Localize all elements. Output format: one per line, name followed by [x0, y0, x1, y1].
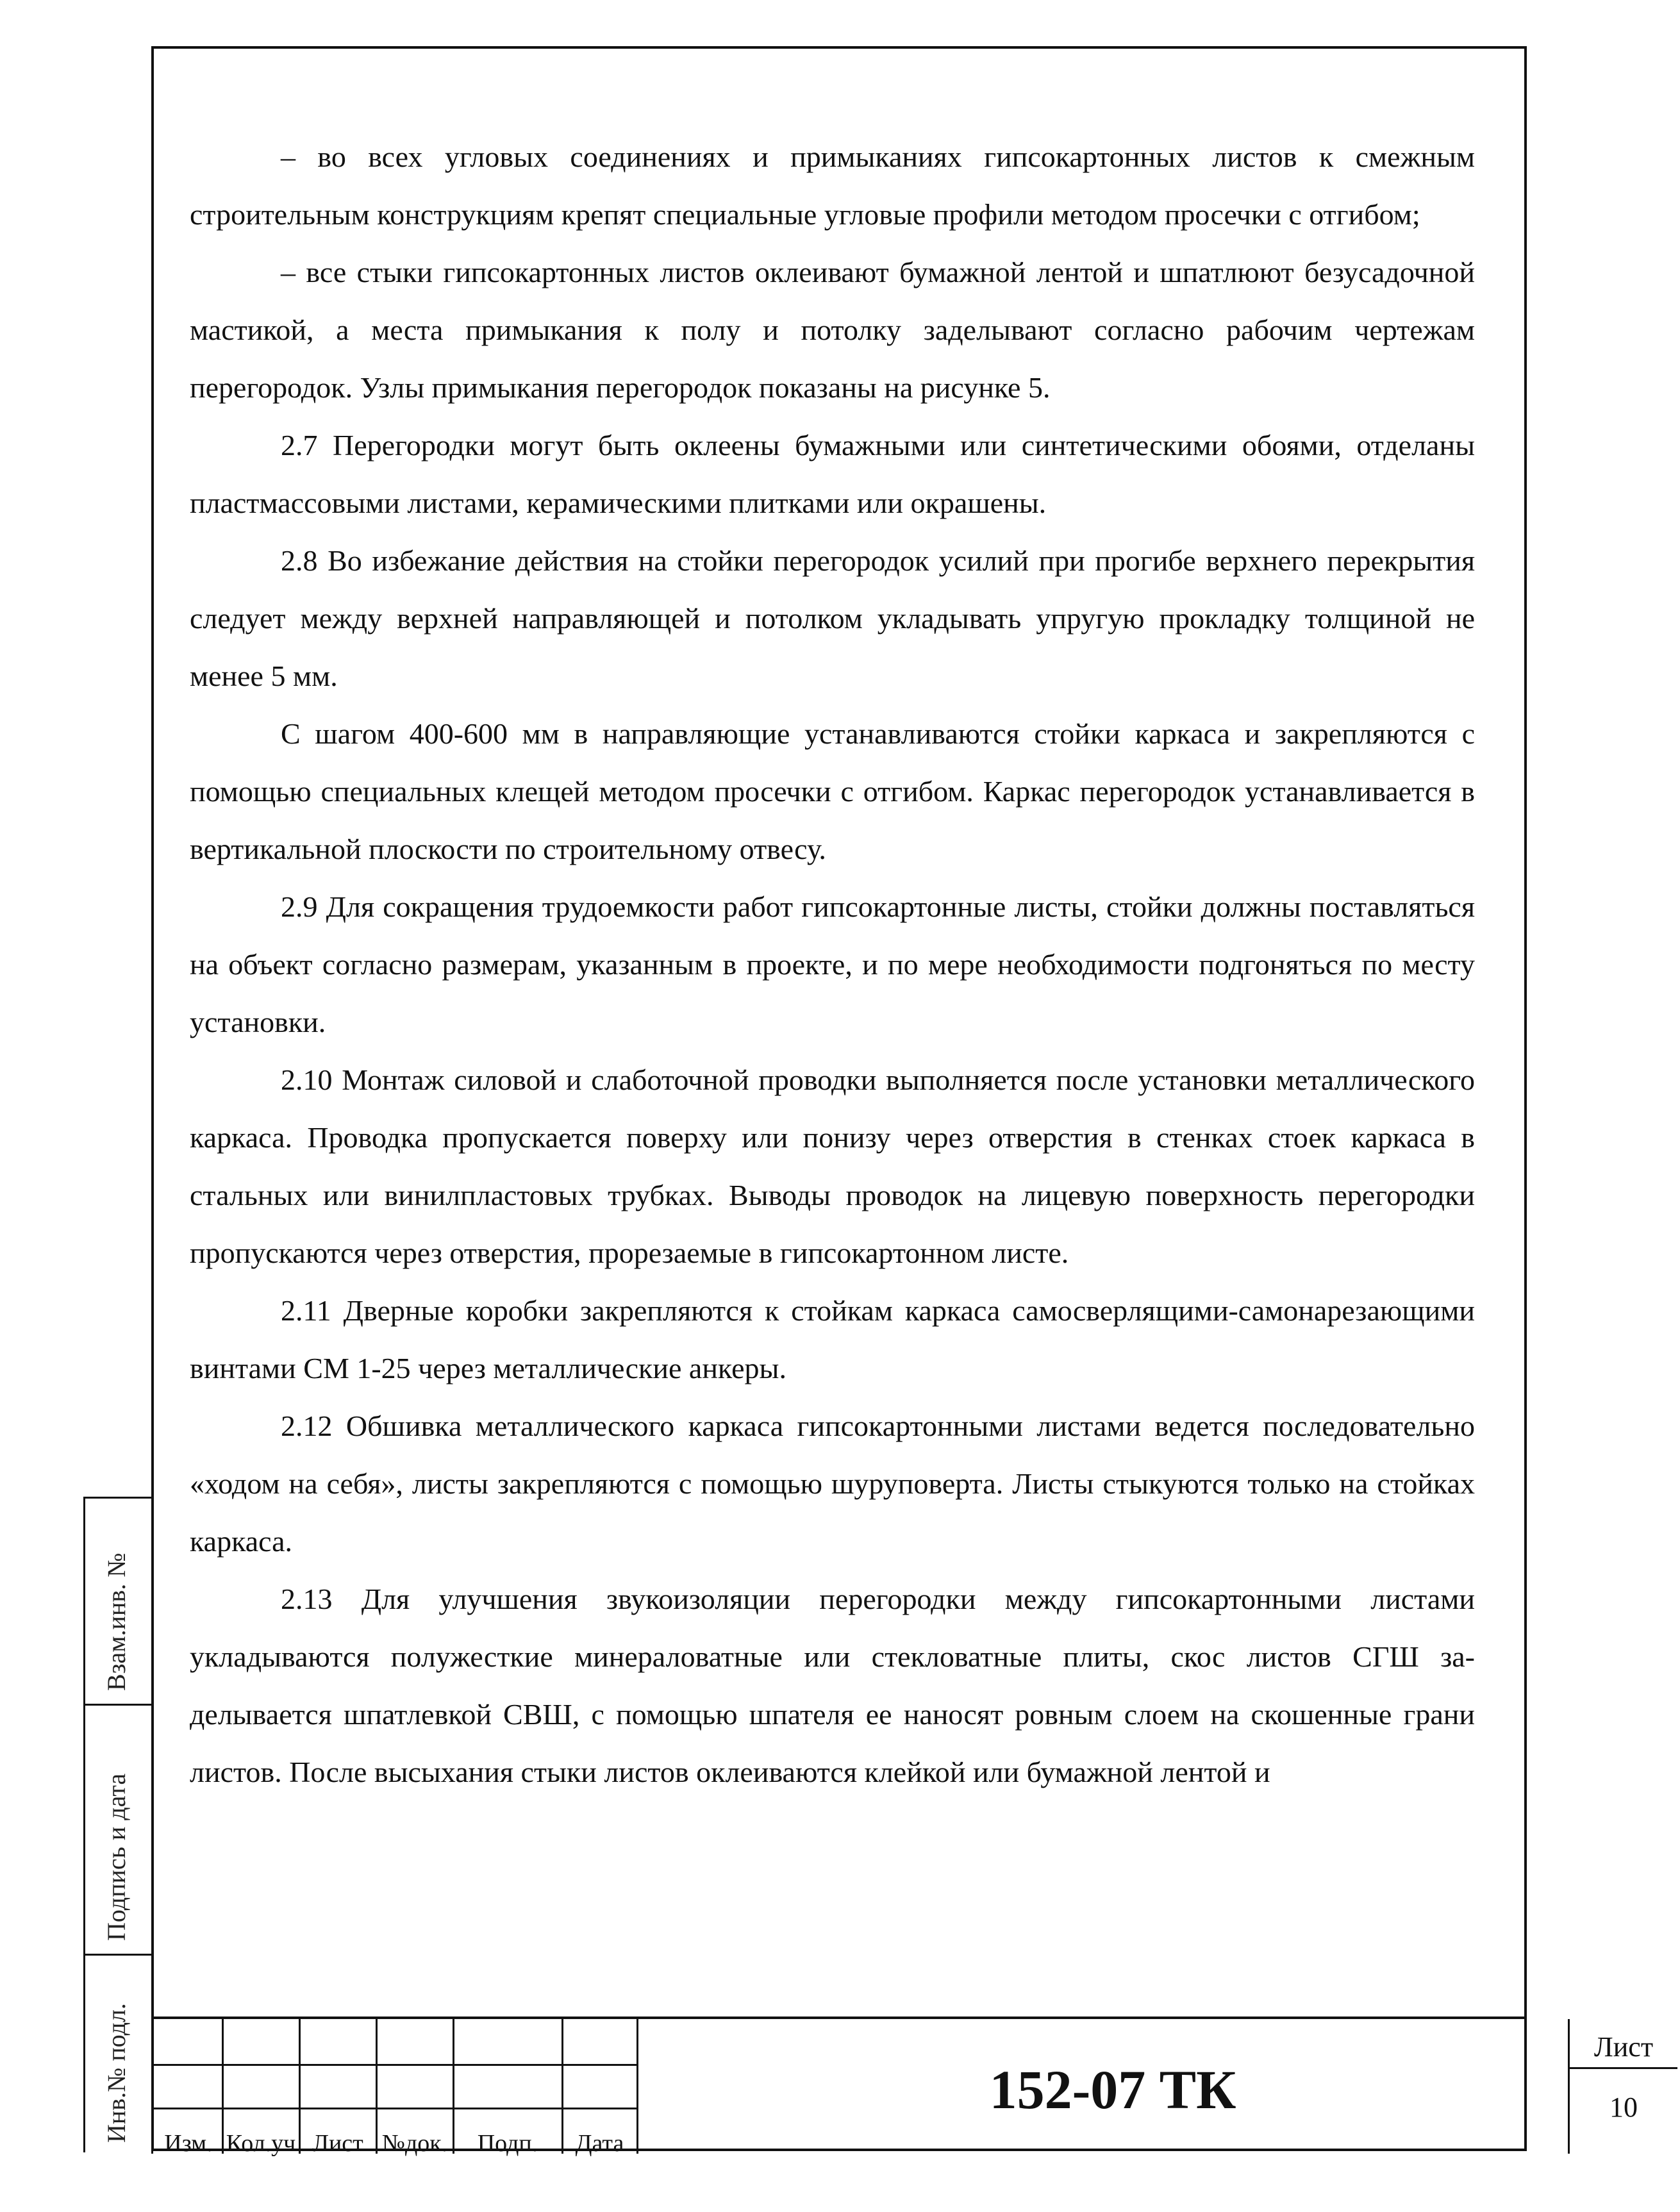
paragraph-dash-1: – во всех угловых соединениях и примыканиях гипсокартонных листов к смежным строительным конструкциям крепят специальные угловые профили методом просечки с отгибом;: [190, 140, 1475, 231]
paragraph-2-10: 2.10 Монтаж силовой и слаботочной проводки выполняется после установки металлического каркаса. Проводка пропускается поверху или понизу через отверстия в стенках стоек каркаса в стальных или винилпластовых трубках. Выводы проводок на лицевую поверхность перегородки пропускаются через отверстия, прорезаемые в гипсокартонном листе.: [190, 1063, 1475, 1269]
sheet-label: Лист: [1570, 2031, 1677, 2069]
paragraph-2-7: 2.7 Перегородки могут быть оклеены бумажными или синтетическими обоями, отделаны пластмассовыми листами, керамическими плитками или окрашены.: [190, 429, 1475, 519]
grid-row-line: [151, 2108, 638, 2109]
col-label-qty: Кол.уч: [226, 2130, 296, 2157]
side-stamp: [83, 1497, 151, 2152]
side-label-signature-date: Подпись и дата: [102, 1773, 131, 1941]
col-label-change: Изм.: [164, 2130, 213, 2157]
sheet-number: 10: [1609, 2091, 1638, 2123]
paragraph-2-8: 2.8 Во избежание действия на стойки перегородок усилий при прогибе верхнего перекрытия следует между верхней направляющей и потолком укладывать упругую прокладку толщиной не менее 5 мм.: [190, 544, 1475, 692]
title-cell: [638, 2019, 1574, 2154]
paragraph-2-13: 2.13 Для улучшения звукоизоляции перегородки между гипсокартонными листами укладываются полужесткие минераловатные или стекловатные плиты, скос листов СГШ заделывается шпатлевкой СВШ, с помощью шпателя ее наносят ровным слоем на скошенные грани листов. После высыхания стыки листов оклеиваются клейкой или бумажной лентой и: [190, 1583, 1475, 1788]
side-label-replacement-inv: Взам.инв. №: [102, 1552, 131, 1691]
side-label-original-inv: Инв.№ подл.: [102, 2003, 131, 2143]
col-label-doc-no: №док.: [381, 2130, 448, 2157]
title-block-grid: [151, 2019, 638, 2157]
document-code: 152-07 ТК: [989, 2059, 1236, 2120]
paragraph-2-12: 2.12 Обшивка металлического каркаса гипсокартонными листами ведется последовательно «ходом на себя», листы закрепляются с помощью шуруповерта. Листы стыкуются только на стойках каркаса.: [190, 1410, 1475, 1558]
col-label-date: Дата: [575, 2130, 624, 2157]
side-stamp-divider: [83, 1954, 151, 1956]
col-label-signature: Подп.: [477, 2130, 538, 2157]
title-block: [151, 2017, 1654, 2157]
side-stamp-left-line: [83, 1499, 85, 2152]
col-label-sheet: Лист: [312, 2130, 363, 2157]
sheet-cell: [1568, 2019, 1680, 2154]
paragraph-2-9: 2.9 Для сокращения трудоемкости работ гипсокартонные листы, стойки должны поставляться на объект согласно размерам, указанным в проекте, и по мере необходимости подгоняться по месту установки.: [190, 890, 1475, 1038]
side-stamp-divider: [83, 1704, 151, 1706]
paragraph-2-11: 2.11 Дверные коробки закрепляются к стойкам каркаса самосверлящими-самонарезающими винтами СМ 1-25 через металлические анкеры.: [190, 1294, 1475, 1385]
grid-row-line: [151, 2064, 638, 2066]
body-text: [190, 128, 1475, 1801]
paragraph-dash-2: – все стыки гипсокартонных листов оклеивают бумажной лентой и шпатлюют безусадочной мастикой, а места примыкания к полу и потолку заделывают согласно рабочим чертежам перегородок. Узлы примыкания перегородок показаны на рисунке 5.: [190, 256, 1475, 404]
paragraph-frame-step: С шагом 400-600 мм в направляющие устанавливаются стойки каркаса и закрепляются с помощью специальных клещей методом просечки с отгибом. Каркас перегородок устанавливается в вертикальной плоскости по строительному отвесу.: [190, 717, 1475, 865]
grid-col-line: [151, 2019, 153, 2154]
